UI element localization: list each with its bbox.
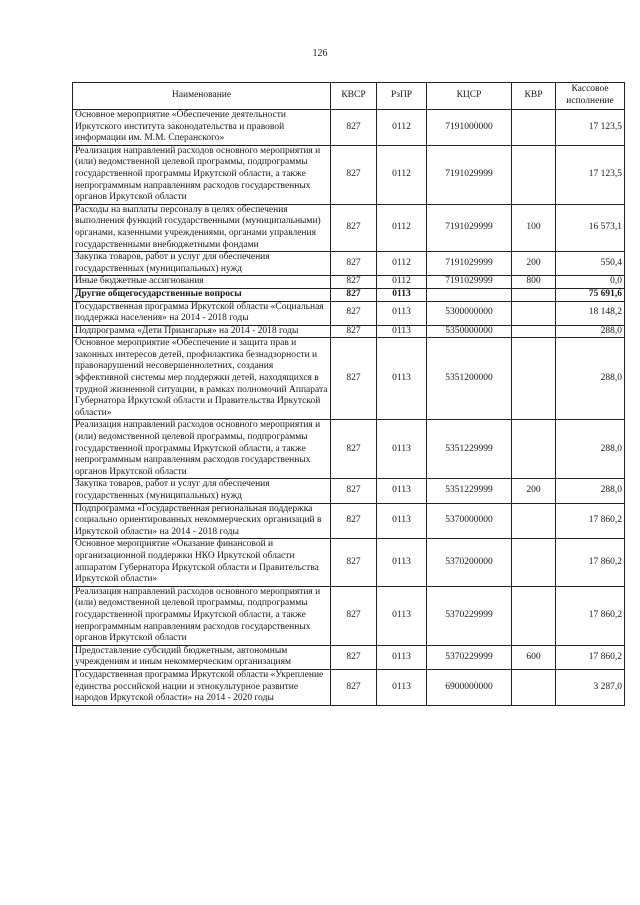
table-row	[73, 325, 625, 338]
row-kvr	[512, 669, 556, 705]
row-kvsr: 827	[331, 338, 377, 420]
row-kvr	[512, 503, 556, 539]
row-kvsr: 827	[331, 110, 377, 146]
row-name: Подпрограмма «Государственная региональная поддержка социально ориентированных некоммерческих организаций в Иркутской области» на 2014 - 2018 годы	[73, 503, 331, 539]
row-kvsr: 827	[331, 276, 377, 289]
table-row	[73, 276, 625, 289]
row-kvr	[512, 420, 556, 479]
row-amount: 288,0	[556, 338, 625, 420]
table-row	[73, 503, 625, 539]
table-header-row	[73, 83, 625, 110]
header-kcsr: КЦСР	[427, 83, 512, 110]
row-kvsr: 827	[331, 669, 377, 705]
table-row	[73, 539, 625, 586]
row-kvr	[512, 338, 556, 420]
row-name: Другие общегосударственные вопросы	[73, 288, 331, 301]
row-amount: 18 148,2	[556, 301, 625, 325]
row-kcsr: 5370000000	[427, 503, 512, 539]
row-amount: 17 123,5	[556, 145, 625, 204]
row-kvsr: 827	[331, 539, 377, 586]
row-amount: 17 860,2	[556, 586, 625, 645]
row-kvr	[512, 110, 556, 146]
row-name: Предоставление субсидий бюджетным, автономным учреждениям и иным некоммерческим организациям	[73, 645, 331, 669]
row-name: Реализация направлений расходов основного мероприятия и (или) ведомственной целевой программы, подпрограммы государственной программы Иркутской области, а также непрограммным направлениям расходов государственных органов Иркутской области	[73, 145, 331, 204]
row-kvr	[512, 301, 556, 325]
row-amount: 16 573,1	[556, 204, 625, 251]
row-kvsr: 827	[331, 325, 377, 338]
row-kcsr: 5370229999	[427, 645, 512, 669]
row-kcsr	[427, 288, 512, 301]
header-kvr: КВР	[512, 83, 556, 110]
row-kcsr: 7191029999	[427, 276, 512, 289]
row-rzpr: 0113	[377, 301, 427, 325]
row-kvr	[512, 288, 556, 301]
row-kvsr: 827	[331, 252, 377, 276]
row-rzpr: 0112	[377, 276, 427, 289]
row-kcsr: 5351200000	[427, 338, 512, 420]
row-kvsr: 827	[331, 479, 377, 503]
row-name: Закупка товаров, работ и услуг для обеспечения государственных (муниципальных) нужд	[73, 252, 331, 276]
row-kcsr: 5351229999	[427, 420, 512, 479]
row-amount: 17 860,2	[556, 503, 625, 539]
row-rzpr: 0112	[377, 145, 427, 204]
row-kvr: 800	[512, 276, 556, 289]
row-kcsr: 7191029999	[427, 204, 512, 251]
row-rzpr: 0113	[377, 479, 427, 503]
row-name: Подпрограмма «Дети Приангарья» на 2014 - 2018 годы	[73, 325, 331, 338]
table-row	[73, 204, 625, 251]
row-name: Закупка товаров, работ и услуг для обеспечения государственных (муниципальных) нужд	[73, 479, 331, 503]
row-kvsr: 827	[331, 645, 377, 669]
page-number: 126	[312, 48, 328, 59]
row-kcsr: 6900000000	[427, 669, 512, 705]
row-kcsr: 7191029999	[427, 252, 512, 276]
header-cash-execution: Кассовое исполнение	[556, 83, 625, 110]
row-kvsr: 827	[331, 301, 377, 325]
row-kcsr: 5370229999	[427, 586, 512, 645]
row-amount: 550,4	[556, 252, 625, 276]
row-rzpr: 0112	[377, 252, 427, 276]
row-kvsr: 827	[331, 288, 377, 301]
row-kvsr: 827	[331, 204, 377, 251]
table-row	[73, 338, 625, 420]
row-name: Основное мероприятие «Обеспечение деятельности Иркутского института законодательства и правовой информации им. М.М. Сперанского»	[73, 110, 331, 146]
row-rzpr: 0113	[377, 325, 427, 338]
row-amount: 75 691,6	[556, 288, 625, 301]
row-kvr	[512, 586, 556, 645]
row-amount: 17 860,2	[556, 645, 625, 669]
row-name: Основное мероприятие «Оказание финансовой и организационной поддержки НКО Иркутской области аппаратом Губернатора Иркутской области и Правительства Иркутской области»	[73, 539, 331, 586]
row-name: Иные бюджетные ассигнования	[73, 276, 331, 289]
row-name: Государственная программа Иркутской области «Укрепление единства российской нации и этнокультурное развитие народов Иркутской области» на 2014 - 2020 годы	[73, 669, 331, 705]
row-amount: 288,0	[556, 420, 625, 479]
row-kvr: 600	[512, 645, 556, 669]
row-name: Реализация направлений расходов основного мероприятия и (или) ведомственной целевой программы, подпрограммы государственной программы Иркутской области, а также непрограммным направлениям расходов государственных органов Иркутской области	[73, 586, 331, 645]
row-amount: 17 860,2	[556, 539, 625, 586]
table-row	[73, 252, 625, 276]
row-kcsr: 5300000000	[427, 301, 512, 325]
table-row	[73, 288, 625, 301]
table-row	[73, 420, 625, 479]
row-kvr	[512, 325, 556, 338]
row-rzpr: 0113	[377, 420, 427, 479]
row-kvr	[512, 539, 556, 586]
row-amount: 0,0	[556, 276, 625, 289]
row-kcsr: 5350000000	[427, 325, 512, 338]
table-row	[73, 645, 625, 669]
row-kcsr: 7191000000	[427, 110, 512, 146]
row-rzpr: 0113	[377, 503, 427, 539]
row-kcsr: 7191029999	[427, 145, 512, 204]
row-name: Реализация направлений расходов основного мероприятия и (или) ведомственной целевой программы, подпрограммы государственной программы Иркутской области, а также непрограммным направлениям расходов государственных органов Иркутской области	[73, 420, 331, 479]
table-row	[73, 586, 625, 645]
header-rzpr: РзПР	[377, 83, 427, 110]
row-name: Основное мероприятие «Обеспечение и защита прав и законных интересов детей, профилактика безнадзорности и правонарушений несовершеннолетних, создания эффективной системы мер поддержки детей, находящихся в трудной жизненной ситуации, в рамках полномочий Аппарата Губернатора Иркутской области и Правительства Иркутской области»	[73, 338, 331, 420]
row-name: Расходы на выплаты персоналу в целях обеспечения выполнения функций государственными (муниципальными) органами, казенными учреждениями, органами управления государственными внебюджетными фондами	[73, 204, 331, 251]
row-kcsr: 5351229999	[427, 479, 512, 503]
row-rzpr: 0113	[377, 338, 427, 420]
table-row	[73, 145, 625, 204]
row-kvsr: 827	[331, 586, 377, 645]
table-row	[73, 669, 625, 705]
row-rzpr: 0113	[377, 539, 427, 586]
row-name: Государственная программа Иркутской области «Социальная поддержка населения» на 2014 - 2018 годы	[73, 301, 331, 325]
row-amount: 288,0	[556, 479, 625, 503]
table-row	[73, 479, 625, 503]
row-rzpr: 0112	[377, 110, 427, 146]
row-kvsr: 827	[331, 145, 377, 204]
table-row	[73, 301, 625, 325]
row-rzpr: 0113	[377, 669, 427, 705]
row-amount: 288,0	[556, 325, 625, 338]
row-kcsr: 5370200000	[427, 539, 512, 586]
row-kvr: 200	[512, 252, 556, 276]
row-rzpr: 0112	[377, 204, 427, 251]
row-rzpr: 0113	[377, 288, 427, 301]
row-kvr: 100	[512, 204, 556, 251]
header-name: Наименование	[73, 83, 331, 110]
table-row	[73, 110, 625, 146]
row-kvsr: 827	[331, 420, 377, 479]
row-amount: 3 287,0	[556, 669, 625, 705]
row-kvr	[512, 145, 556, 204]
row-rzpr: 0113	[377, 645, 427, 669]
row-amount: 17 123,5	[556, 110, 625, 146]
header-kvsr: КВСР	[331, 83, 377, 110]
budget-table	[72, 82, 625, 706]
row-kvr: 200	[512, 479, 556, 503]
row-rzpr: 0113	[377, 586, 427, 645]
row-kvsr: 827	[331, 503, 377, 539]
